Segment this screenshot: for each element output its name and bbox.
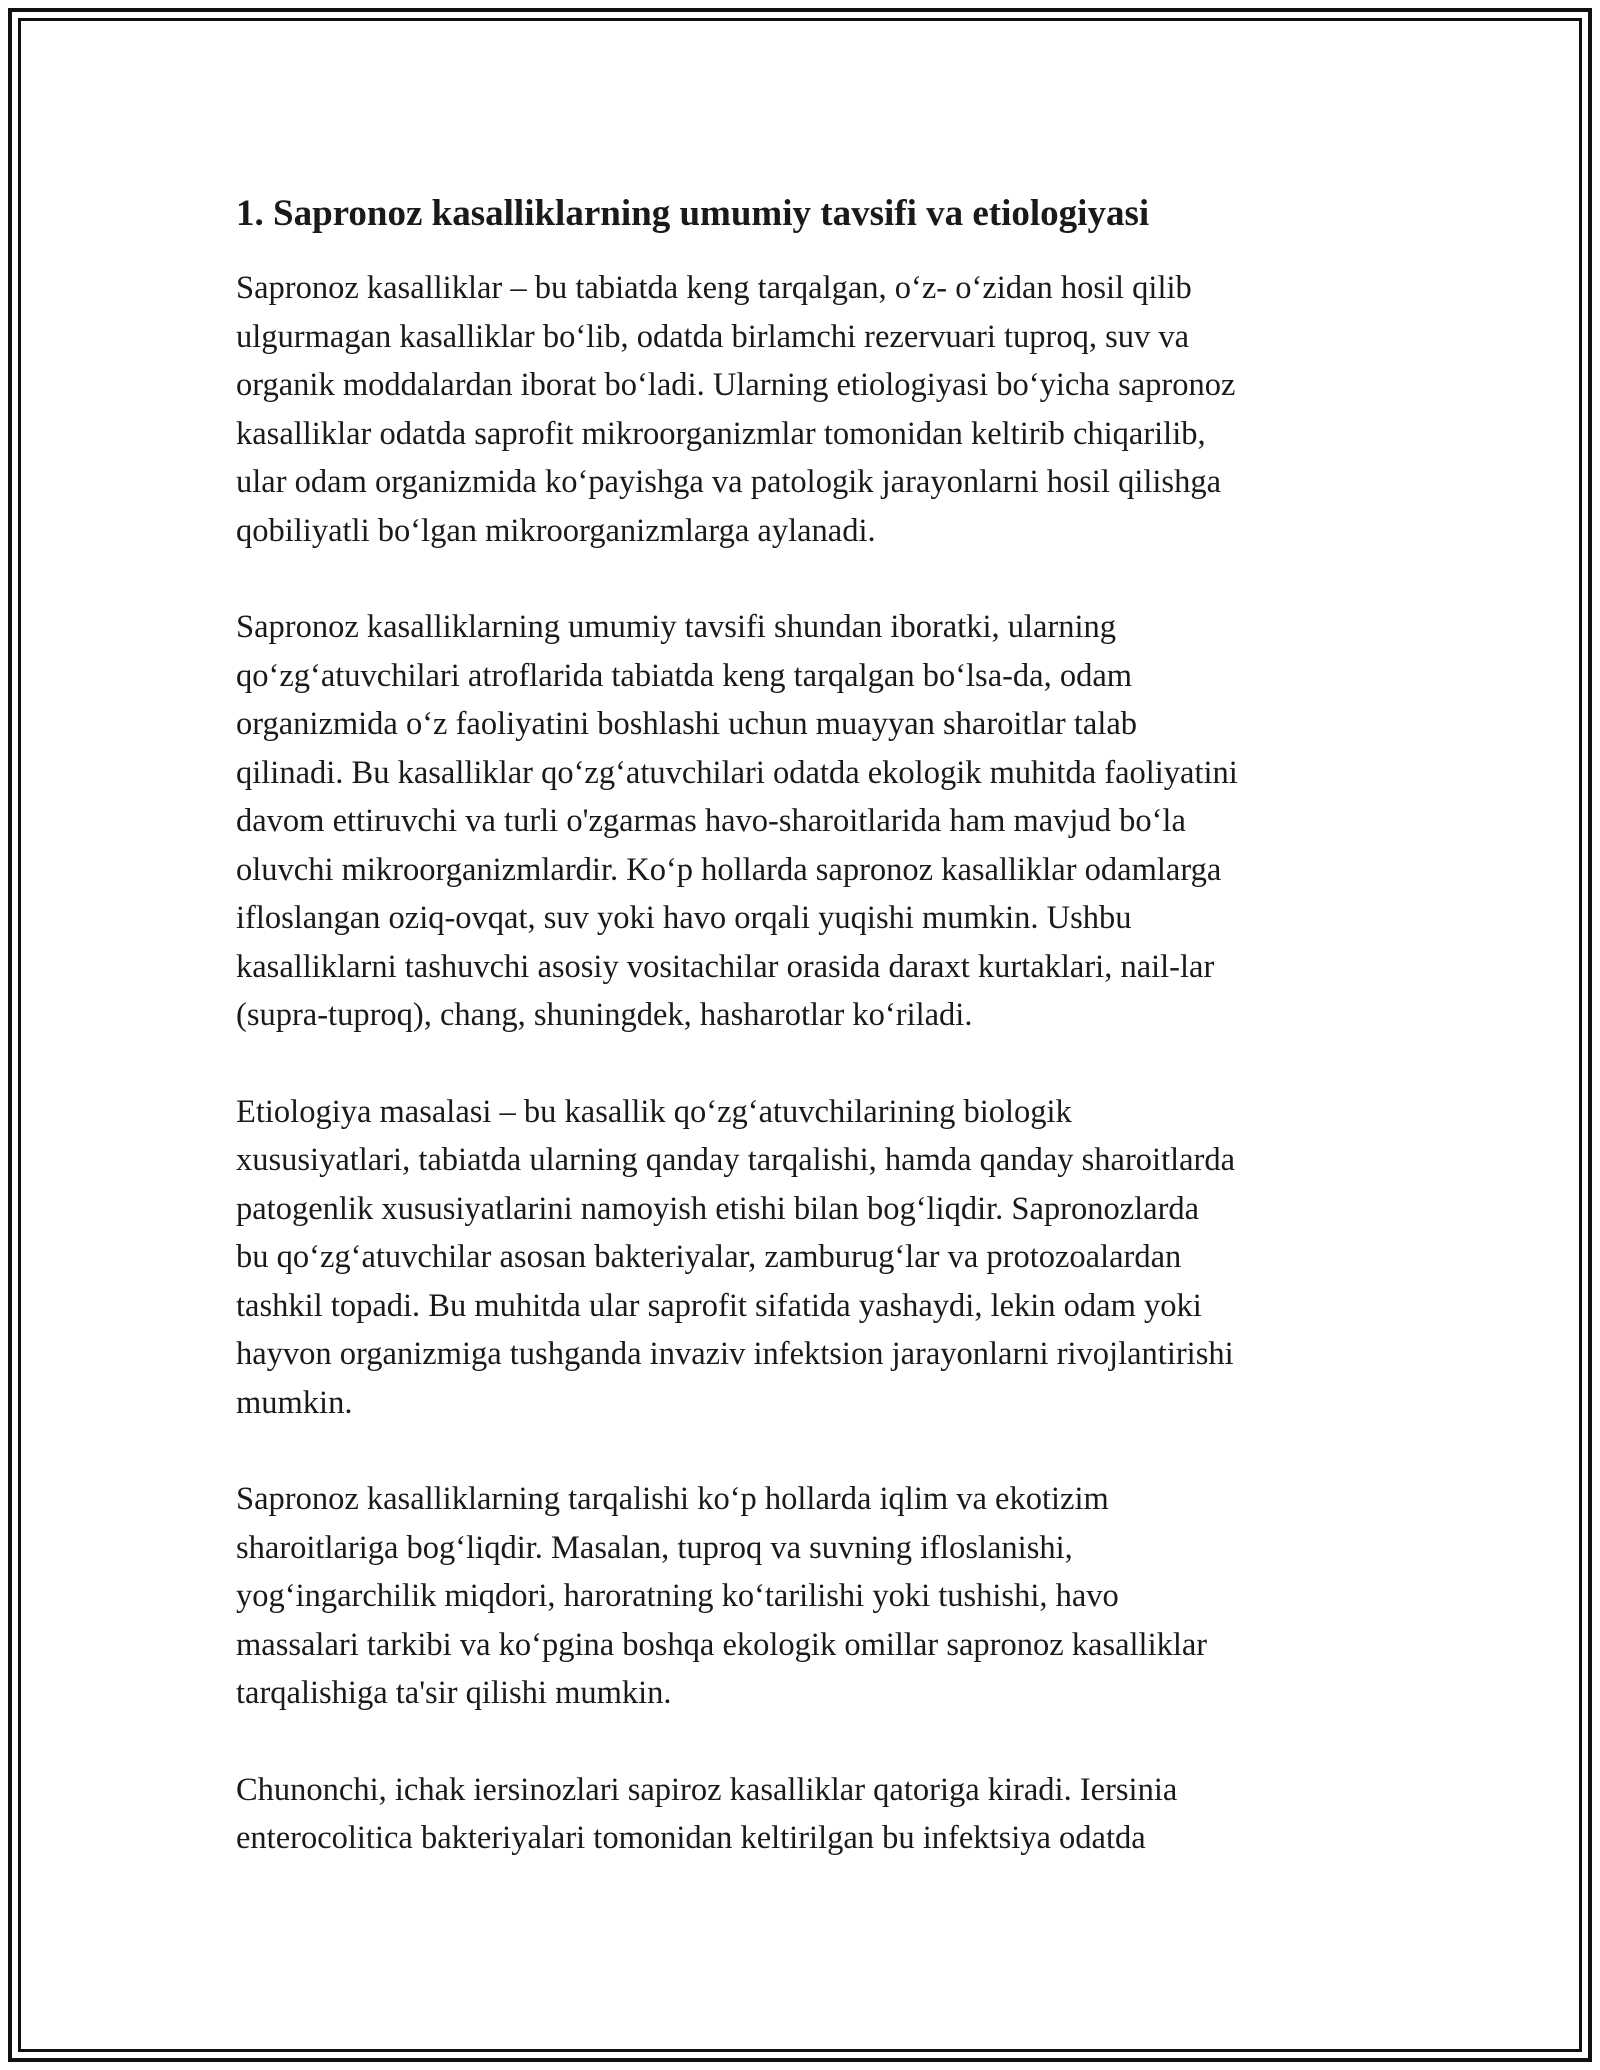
text-line: bu qo‘zg‘atuvchilar asosan bakteriyalar, zamburug‘lar va protozoalardan [236, 1239, 1182, 1275]
paragraph-distribution [236, 1475, 1376, 1718]
paragraph-etiology [236, 1088, 1376, 1428]
text-line: tarqalishiga ta'sir qilishi mumkin. [236, 1675, 672, 1711]
text-line: ulgurmagan kasalliklar bo‘lib, odatda birlamchi rezervuari tuproq, suv va [236, 318, 1190, 355]
text-line: mumkin. [236, 1384, 353, 1421]
text-line: sharoitlariga bog‘liqdir. Masalan, tuproq va suvning ifloslanishi, [236, 1529, 1073, 1566]
text-line: Etiologiya masalasi – bu kasallik qo‘zg‘atuvchilarining biologik [236, 1093, 1072, 1130]
text-line: qilinadi. Bu kasalliklar qo‘zg‘atuvchilari odatda ekologik muhitda faoliyatini [236, 754, 1238, 791]
text-line: Chunonchi, ichak iersinozlari sapiroz kasalliklar qatoriga kiradi. Iersinia [236, 1771, 1178, 1808]
text-line: ifloslangan oziq-ovqat, suv yoki havo orqali yuqishi mumkin. Ushbu [236, 900, 1132, 936]
text-line: massalari tarkibi va ko‘pgina boshqa ekologik omillar sapronoz kasalliklar [236, 1626, 1208, 1663]
paragraph-yersiniosis [236, 1766, 1376, 1863]
text-line: organizmida o‘z faoliyatini boshlashi uchun muayyan sharoitlar talab [236, 706, 1138, 742]
text-line: ular odam organizmida ko‘payishga va patologik jarayonlarni hosil qilishga [236, 464, 1221, 500]
document-body [236, 186, 1376, 1863]
text-line: Sapronoz kasalliklarning umumiy tavsifi shundan iboratki, ularning [236, 609, 1117, 645]
text-line: (supra-tuproq), chang, shuningdek, hasharotlar ko‘riladi. [236, 997, 973, 1033]
text-line: Sapronoz kasalliklar – bu tabiatda keng tarqalgan, o‘z- o‘zidan hosil qilib [236, 270, 1192, 306]
text-line: davom ettiruvchi va turli o'zgarmas havo-sharoitlarida ham mavjud bo‘la [236, 803, 1186, 839]
paragraph-general-description [236, 603, 1376, 1040]
text-line: oluvchi mikroorganizmlardir. Ko‘p hollarda sapronoz kasalliklar odamlarga [236, 851, 1222, 888]
text-line: Sapronoz kasalliklarning tarqalishi ko‘p hollarda iqlim va ekotizim [236, 1481, 1109, 1517]
text-line: patogenlik xususiyatlarini namoyish etishi bilan bog‘liqdir. Sapronozlarda [236, 1190, 1200, 1227]
text-line: qobiliyatli bo‘lgan mikroorganizmlarga aylanadi. [236, 512, 876, 549]
text-line: enterocolitica bakteriyalari tomonidan keltirilgan bu infektsiya odatda [236, 1820, 1146, 1856]
text-line: qo‘zg‘atuvchilari atroflarida tabiatda keng tarqalgan bo‘lsa-da, odam [236, 657, 1133, 694]
text-line: kasalliklarni tashuvchi asosiy vositachilar orasida daraxt kurtaklari, nail-lar [236, 948, 1215, 985]
text-line: hayvon organizmiga tushganda invaziv infektsion jarayonlarni rivojlantirishi [236, 1336, 1234, 1372]
paragraph-definition [236, 264, 1376, 555]
text-line: organik moddalardan iborat bo‘ladi. Ularning etiologiyasi bo‘yicha sapronoz [236, 367, 1236, 403]
section-heading: 1. Sapronoz kasalliklarning umumiy tavsifi va etiologiyasi [236, 193, 1150, 234]
text-line: kasalliklar odatda saprofit mikroorganizmlar tomonidan keltirib chiqarilib, [236, 415, 1206, 452]
text-line: tashkil topadi. Bu muhitda ular saprofit sifatida yashaydi, lekin odam yoki [236, 1287, 1202, 1324]
text-line: xususiyatlari, tabiatda ularning qanday tarqalishi, hamda qanday sharoitlarda [236, 1142, 1236, 1178]
text-line: yog‘ingarchilik miqdori, haroratning ko‘tarilishi yoki tushishi, havo [236, 1578, 1119, 1614]
